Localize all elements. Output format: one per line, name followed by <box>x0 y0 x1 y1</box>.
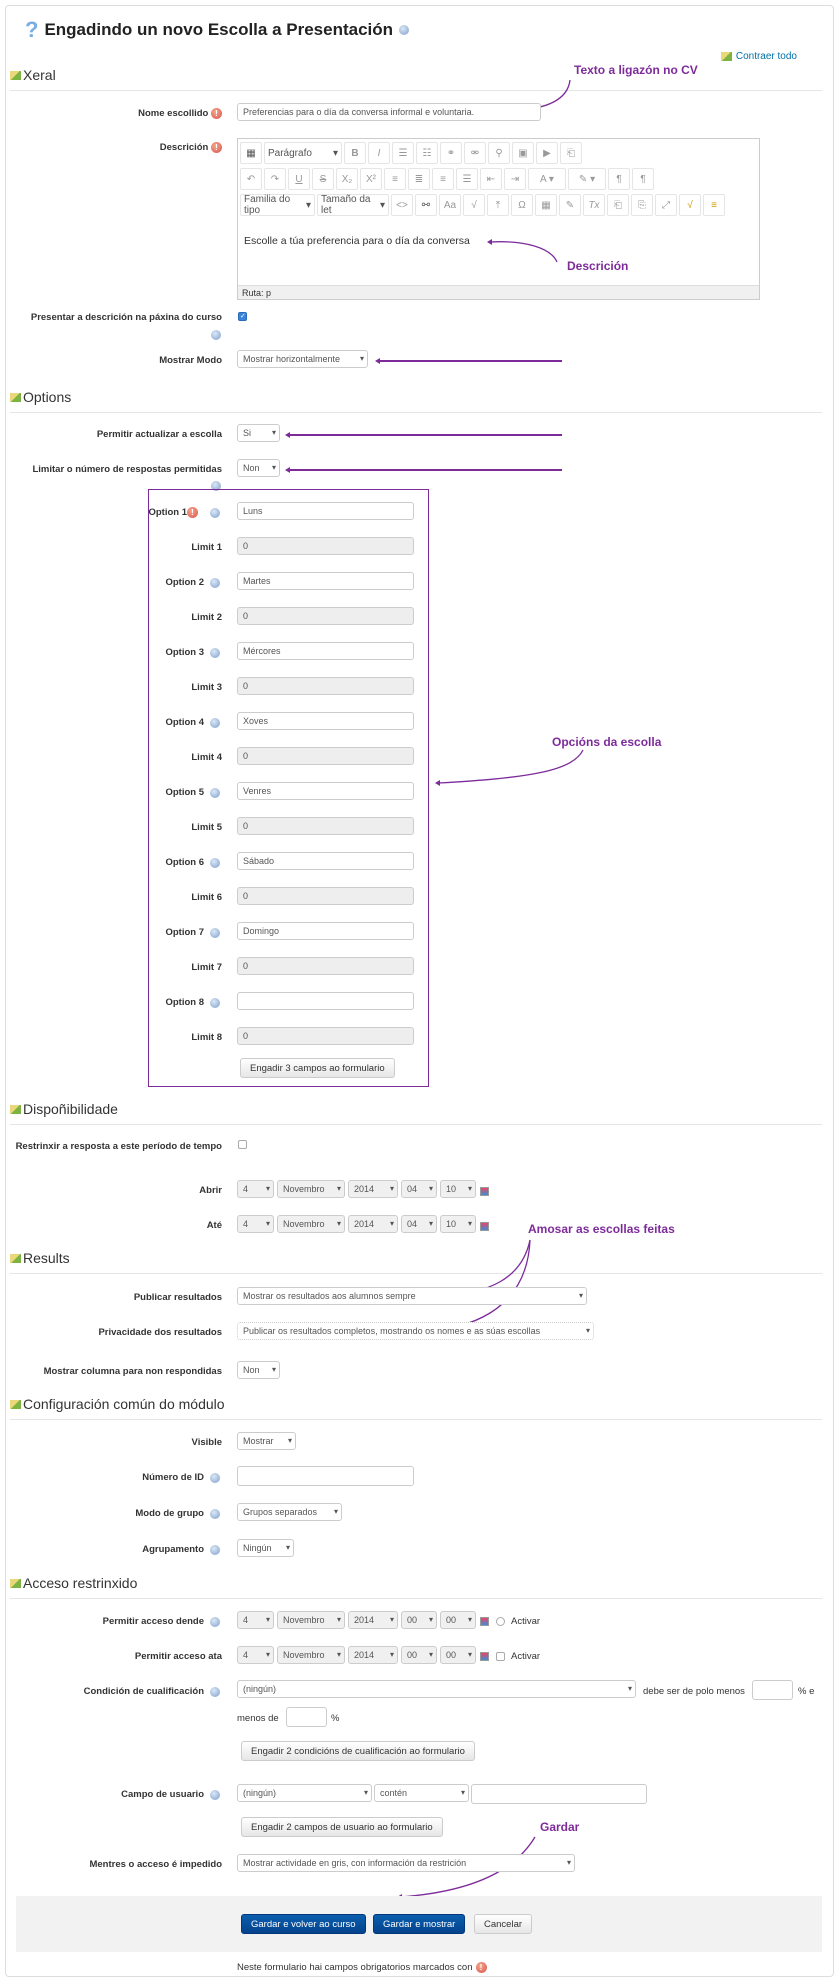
upload-icon[interactable]: ⤒ <box>487 194 509 216</box>
option-7-input[interactable]: Domingo <box>237 922 414 940</box>
until-year-select[interactable]: 2014 ▾ <box>348 1215 398 1233</box>
media-icon[interactable]: ▶ <box>536 142 558 164</box>
display-mode-label: Mostrar Modo <box>159 355 222 366</box>
limit-4-label: Limit 4 <box>191 752 222 763</box>
grade-pct-and: % e <box>798 1686 815 1697</box>
unanswered-column-select[interactable]: Non ▾ <box>237 1361 280 1379</box>
background-color-icon[interactable]: ✎ ▾ <box>568 168 606 190</box>
until-access-hour-select[interactable]: 00 ▾ <box>401 1646 437 1664</box>
annotation-save: Gardar <box>540 1820 580 1834</box>
while-blocked-select[interactable]: Mostrar actividade en gris, con información da restrición ▾ <box>237 1854 575 1872</box>
underline-icon[interactable]: U <box>288 168 310 190</box>
option-6-input[interactable]: Sábado <box>237 852 414 870</box>
expand-icon <box>10 1254 21 1263</box>
allow-update-label: Permitir actualizar a escolla <box>96 429 222 440</box>
limit-4-input[interactable]: 0 <box>237 747 414 765</box>
option-8-label: Option 8 <box>165 997 204 1008</box>
rtl-icon[interactable]: ¶ <box>632 168 654 190</box>
group-mode-select[interactable]: Grupos separados ▾ <box>237 1503 342 1521</box>
outdent-icon[interactable]: ⇤ <box>480 168 502 190</box>
until-month-select[interactable]: Novembro ▾ <box>277 1215 345 1233</box>
until-enable-checkbox[interactable] <box>496 1652 505 1661</box>
publish-results-select[interactable]: Mostrar os resultados aos alumnos sempre ▾ <box>237 1287 587 1305</box>
limit-answers-label: Limitar o número de respostas permitidas <box>32 464 222 475</box>
limit-6-input[interactable]: 0 <box>237 887 414 905</box>
help-icon[interactable] <box>211 330 221 340</box>
option-3-input[interactable]: Mércores <box>237 642 414 660</box>
limit-1-label: Limit 1 <box>191 542 222 553</box>
until-access-day-select[interactable]: 4 ▾ <box>237 1646 274 1664</box>
help-icon[interactable] <box>210 578 220 588</box>
limit-7-input[interactable]: 0 <box>237 957 414 975</box>
collapse-all-link[interactable]: Contraer todo <box>721 51 797 62</box>
annotation-description: Descrición <box>567 259 629 273</box>
help-icon[interactable] <box>210 1687 220 1697</box>
equation-icon[interactable]: √ <box>463 194 485 216</box>
expand-icon <box>10 1400 21 1409</box>
option-8-input[interactable] <box>237 992 414 1010</box>
open-minute-select[interactable]: 10 ▾ <box>440 1180 476 1198</box>
code-icon[interactable]: <> <box>391 194 413 216</box>
calendar-icon[interactable] <box>480 1187 489 1196</box>
help-icon[interactable] <box>210 718 220 728</box>
folder-icon <box>721 52 732 61</box>
user-field-label: Campo de usuario <box>121 1789 204 1800</box>
from-minute-select[interactable]: 00 ▾ <box>440 1611 476 1629</box>
section-results[interactable]: Results <box>10 1250 822 1274</box>
chemistry-icon[interactable]: ≡ <box>703 194 725 216</box>
align-right-icon[interactable]: ≡ <box>432 168 454 190</box>
until-minute-select[interactable]: 10 ▾ <box>440 1215 476 1233</box>
option-4-input[interactable]: Xoves <box>237 712 414 730</box>
annotation-arrow <box>433 748 593 788</box>
save-return-button[interactable]: Gardar e volver ao curso <box>241 1914 366 1934</box>
page-title: ? Engadindo un novo Escolla a Presentación <box>25 17 409 43</box>
font-family-select[interactable]: Familia do tipo ▾ <box>240 194 315 216</box>
limit-2-input[interactable]: 0 <box>237 607 414 625</box>
bullet-list-icon[interactable]: ☰ <box>392 142 414 164</box>
link-icon[interactable]: ⚭ <box>440 142 462 164</box>
special-char-icon[interactable]: Ω <box>511 194 533 216</box>
ltr-icon[interactable]: ¶ <box>608 168 630 190</box>
redo-icon[interactable]: ↷ <box>264 168 286 190</box>
grade-less-text: menos de <box>237 1713 279 1724</box>
annotation-arrow <box>378 360 562 362</box>
fullscreen-icon[interactable]: ⤢ <box>655 194 677 216</box>
help-icon[interactable] <box>210 1617 220 1627</box>
name-input[interactable]: Preferencias para o día da conversa informal e voluntaria. <box>237 103 541 121</box>
publish-results-label: Publicar resultados <box>133 1292 222 1303</box>
limit-3-input[interactable]: 0 <box>237 677 414 695</box>
strikethrough-icon[interactable]: S <box>312 168 334 190</box>
calendar-icon[interactable] <box>480 1617 489 1626</box>
annotation-arrow <box>288 434 562 436</box>
help-icon[interactable] <box>210 1509 220 1519</box>
expand-icon <box>10 393 21 402</box>
justify-icon[interactable]: ☰ <box>456 168 478 190</box>
editor-content[interactable]: Escolle a túa preferencia para o día da conversa <box>244 235 470 247</box>
grade-condition-select[interactable]: (ningún) ▾ <box>237 1680 636 1698</box>
open-year-select[interactable]: 2014 ▾ <box>348 1180 398 1198</box>
section-general[interactable]: Xeral <box>10 67 822 91</box>
allow-until-label: Permitir acceso ata <box>134 1651 222 1662</box>
toggle-toolbar-icon[interactable]: ▦ <box>240 142 262 164</box>
paste-word-icon[interactable]: ⎘ <box>631 194 653 216</box>
from-enable-label: Activar <box>511 1616 541 1627</box>
visible-select[interactable]: Mostrar ▾ <box>237 1432 296 1450</box>
annotation-options: Opcións da escolla <box>552 735 662 749</box>
limit-8-input[interactable]: 0 <box>237 1027 414 1045</box>
numbered-list-icon[interactable]: ☷ <box>416 142 438 164</box>
help-icon[interactable] <box>210 1790 220 1800</box>
option-7-label: Option 7 <box>165 927 204 938</box>
help-icon[interactable] <box>210 858 220 868</box>
visible-label: Visible <box>191 1437 222 1448</box>
editor-toolbar-row-2 <box>240 168 654 192</box>
grade-condition-label: Condición de cualificación <box>83 1686 204 1697</box>
cancel-button[interactable]: Cancelar <box>474 1914 532 1934</box>
search-replace-icon[interactable]: ⚯ <box>415 194 437 216</box>
unanswered-column-label: Mostrar columna para non respondidas <box>43 1366 222 1377</box>
limit-answers-select[interactable]: Non ▾ <box>237 459 280 477</box>
option-1-input[interactable]: Luns <box>237 502 414 520</box>
until-enable-label: Activar <box>511 1651 541 1662</box>
show-description-label: Presentar a descrición na páxina do curso <box>30 312 222 323</box>
annotation-arrow <box>288 469 562 471</box>
section-availability[interactable]: Dispoñibilidade <box>10 1101 822 1125</box>
option-6-label: Option 6 <box>165 857 204 868</box>
until-day-select[interactable]: 4 ▾ <box>237 1215 274 1233</box>
help-icon[interactable] <box>210 648 220 658</box>
section-options[interactable]: Options <box>10 389 822 413</box>
paste-icon[interactable]: ⎗ <box>560 142 582 164</box>
image-icon[interactable]: ▣ <box>512 142 534 164</box>
while-blocked-label: Mentres o acceso é impedido <box>89 1859 222 1870</box>
annotation-show-results: Amosar as escollas feitas <box>528 1222 675 1236</box>
required-icon: ! <box>211 142 222 153</box>
required-note: Neste formulario hai campos obrigatorios marcados con ! <box>237 1962 487 1973</box>
save-display-button[interactable]: Gardar e mostrar <box>373 1914 465 1934</box>
font-size-select[interactable]: Tamaño da let ▾ <box>317 194 389 216</box>
grouping-label: Agrupamento <box>142 1544 204 1555</box>
from-year-select[interactable]: 2014 ▾ <box>348 1611 398 1629</box>
required-icon: ! <box>187 507 198 518</box>
help-icon[interactable] <box>399 25 409 35</box>
option-2-label: Option 2 <box>165 577 204 588</box>
annotation-arrow <box>485 236 565 266</box>
annotation-link-text: Texto a ligazón no CV <box>574 63 698 77</box>
question-icon: ? <box>25 17 39 42</box>
name-label: Nome escollido ! <box>0 108 222 119</box>
from-month-select[interactable]: Novembro ▾ <box>277 1611 345 1629</box>
from-enable-checkbox[interactable] <box>496 1617 505 1626</box>
align-left-icon[interactable]: ≡ <box>384 168 406 190</box>
superscript-icon[interactable]: X² <box>360 168 382 190</box>
spellcheck-icon[interactable]: Aa <box>439 194 461 216</box>
grade-max-input[interactable] <box>286 1707 327 1727</box>
until-access-month-select[interactable]: Novembro ▾ <box>277 1646 345 1664</box>
add-fields-button[interactable]: Engadir 3 campos ao formulario <box>240 1058 395 1078</box>
help-icon[interactable] <box>210 1473 220 1483</box>
grade-min-text: debe ser de polo menos <box>643 1686 745 1697</box>
indent-icon[interactable]: ⇥ <box>504 168 526 190</box>
editor-toolbar-row-1 <box>240 142 582 166</box>
limit-3-label: Limit 3 <box>191 682 222 693</box>
subscript-icon[interactable]: X₂ <box>336 168 358 190</box>
option-4-label: Option 4 <box>165 717 204 728</box>
calendar-icon[interactable] <box>480 1222 489 1231</box>
option-3-label: Option 3 <box>165 647 204 658</box>
from-hour-select[interactable]: 00 ▾ <box>401 1611 437 1629</box>
until-label: Até <box>206 1220 222 1231</box>
help-icon[interactable] <box>210 508 220 518</box>
open-month-select[interactable]: Novembro ▾ <box>277 1180 345 1198</box>
option-5-label: Option 5 <box>165 787 204 798</box>
restrict-period-label: Restrinxir a resposta a este período de tempo <box>15 1141 222 1152</box>
option-2-input[interactable]: Martes <box>237 572 414 590</box>
clear-format-icon[interactable]: Tx <box>583 194 605 216</box>
section-common-settings[interactable]: Configuración común do módulo <box>10 1396 822 1420</box>
calendar-icon[interactable] <box>480 1652 489 1661</box>
open-hour-select[interactable]: 04 ▾ <box>401 1180 437 1198</box>
expand-icon <box>10 1105 21 1114</box>
user-field-select[interactable]: (ningún) ▾ <box>237 1784 372 1802</box>
until-access-minute-select[interactable]: 00 ▾ <box>440 1646 476 1664</box>
expand-icon <box>10 1579 21 1588</box>
privacy-select[interactable]: Publicar os resultados completos, mostrando os nomes e as súas escollas ▾ <box>237 1322 594 1340</box>
until-access-year-select[interactable]: 2014 ▾ <box>348 1646 398 1664</box>
undo-icon[interactable]: ↶ <box>240 168 262 190</box>
italic-icon[interactable]: I <box>368 142 390 164</box>
option-1-label: Option 1 ! <box>0 507 198 518</box>
table-icon[interactable]: ▦ <box>535 194 557 216</box>
anchor-icon[interactable]: ⚲ <box>488 142 510 164</box>
text-color-icon[interactable]: A ▾ <box>528 168 566 190</box>
limit-1-input[interactable]: 0 <box>237 537 414 555</box>
editor-path: Ruta: p <box>238 285 759 299</box>
section-restricted-access[interactable]: Acceso restrinxido <box>10 1575 822 1599</box>
help-icon[interactable] <box>210 998 220 1008</box>
clean-icon[interactable]: ✎ <box>559 194 581 216</box>
description-label: Descrición ! <box>0 142 222 153</box>
limit-2-label: Limit 2 <box>191 612 222 623</box>
grouping-select[interactable]: Ningún ▾ <box>237 1539 294 1557</box>
help-icon[interactable] <box>210 788 220 798</box>
group-mode-label: Modo de grupo <box>135 1508 204 1519</box>
allow-update-select[interactable]: Si ▾ <box>237 424 280 442</box>
limit-8-label: Limit 8 <box>191 1032 222 1043</box>
open-day-select[interactable]: 4 ▾ <box>237 1180 274 1198</box>
user-field-operator-select[interactable]: contén ▾ <box>374 1784 469 1802</box>
required-icon: ! <box>476 1962 487 1973</box>
open-label: Abrir <box>199 1185 222 1196</box>
grade-pct: % <box>331 1713 340 1724</box>
paragraph-select[interactable]: Parágrafo ▾ <box>264 142 342 164</box>
required-icon: ! <box>211 108 222 119</box>
help-icon[interactable] <box>210 1545 220 1555</box>
help-icon[interactable] <box>210 928 220 938</box>
option-5-input[interactable]: Venres <box>237 782 414 800</box>
expand-icon <box>10 71 21 80</box>
display-mode-select[interactable]: Mostrar horizontalmente ▾ <box>237 350 368 368</box>
restrict-period-checkbox[interactable] <box>238 1140 247 1149</box>
limit-7-label: Limit 7 <box>191 962 222 973</box>
privacy-label: Privacidade dos resultados <box>98 1327 222 1338</box>
math-icon[interactable]: √ <box>679 194 701 216</box>
allow-from-label: Permitir acceso dende <box>102 1616 204 1627</box>
grade-min-input[interactable] <box>752 1680 793 1700</box>
id-number-label: Número de ID <box>142 1472 204 1483</box>
limit-5-label: Limit 5 <box>191 822 222 833</box>
show-description-checkbox[interactable] <box>238 312 247 321</box>
limit-6-label: Limit 6 <box>191 892 222 903</box>
unlink-icon[interactable]: ⚮ <box>464 142 486 164</box>
add-user-fields-button[interactable]: Engadir 2 campos de usuario ao formulario <box>241 1817 443 1837</box>
bold-icon[interactable]: B <box>344 142 366 164</box>
limit-5-input[interactable]: 0 <box>237 817 414 835</box>
add-grade-conditions-button[interactable]: Engadir 2 condicións de cualificación ao formulario <box>241 1741 475 1761</box>
until-hour-select[interactable]: 04 ▾ <box>401 1215 437 1233</box>
paste-text-icon[interactable]: ⎗ <box>607 194 629 216</box>
editor-toolbar-row-3 <box>240 194 725 218</box>
align-center-icon[interactable]: ≣ <box>408 168 430 190</box>
user-field-value-input[interactable] <box>471 1784 647 1804</box>
id-number-input[interactable] <box>237 1466 414 1486</box>
description-editor[interactable] <box>237 138 760 300</box>
from-day-select[interactable]: 4 ▾ <box>237 1611 274 1629</box>
